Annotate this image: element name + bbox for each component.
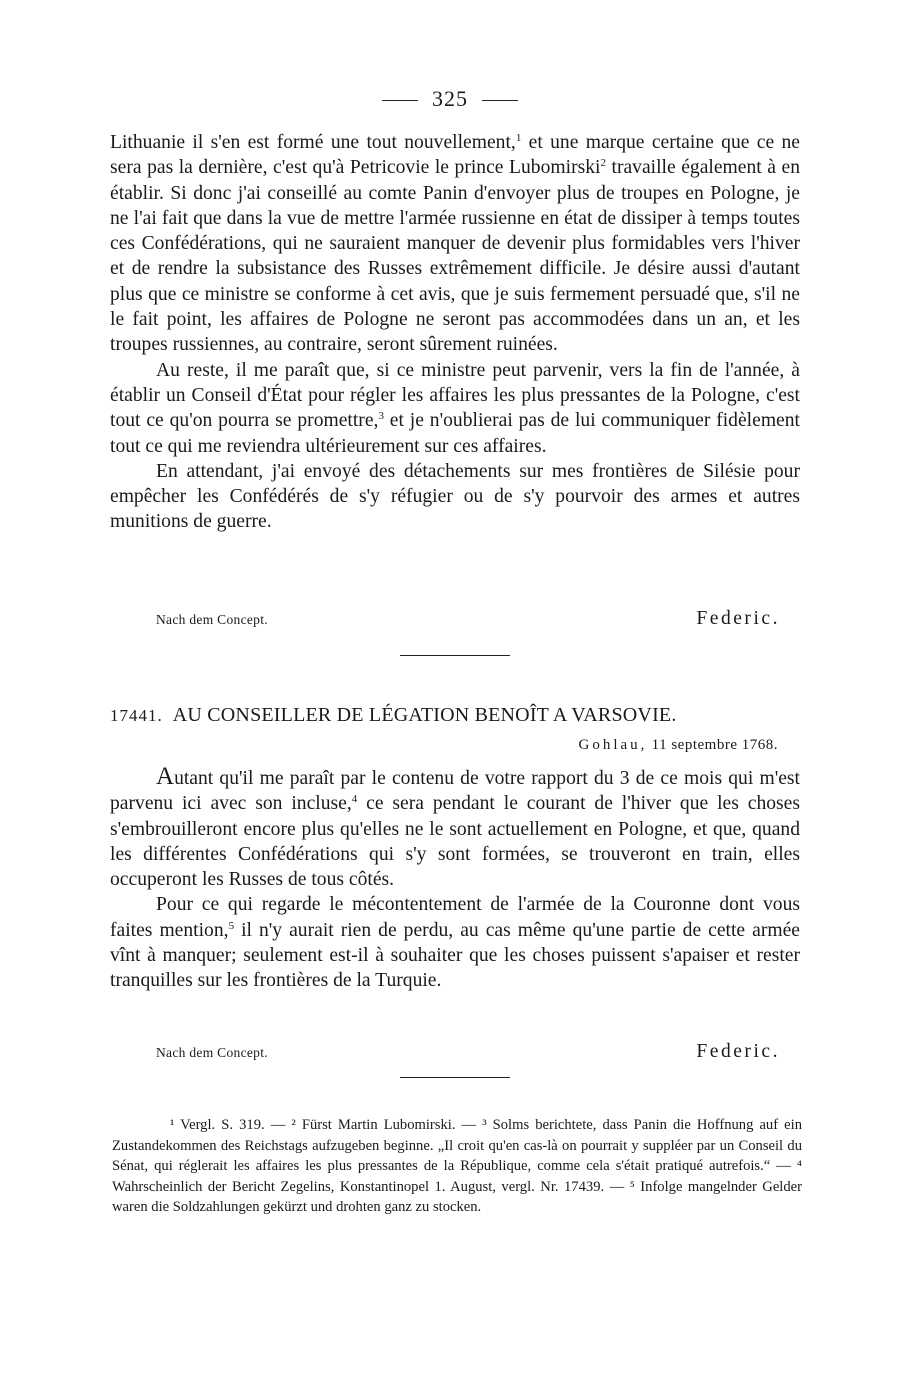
- source-note: Nach dem Concept.: [156, 1045, 268, 1060]
- footnote-ref: 3: [378, 410, 384, 423]
- letter-1-closing: [110, 608, 780, 634]
- text-run: et une marque certaine que ce ne sera pas la dernière, c'est qu'à Petricovie le prince Lubomirski: [110, 132, 800, 179]
- source-note: Nach dem Concept.: [156, 612, 268, 627]
- page-header: [0, 86, 900, 112]
- section-divider: [400, 1077, 510, 1078]
- footnote-ref: 1: [515, 132, 522, 144]
- text-run: ce sera pendant le courant de l'hiver que les choses s'embrouilleront encore plus qu'elles ne le sont actuellement en Pologne, et que, quand les différentes Confédérations qui s'y sont formées, se trouveront en train, elles occuperont les Russes de tous côtés.: [110, 793, 800, 891]
- header-dash-right: [482, 100, 518, 101]
- header-dash-left: [382, 100, 418, 101]
- letter-1-paragraph-2: [110, 358, 800, 459]
- letter-2-closing: [110, 1041, 780, 1067]
- initial-letter: A: [156, 763, 175, 790]
- text-run: travaille également à en établir. Si donc j'ai conseillé au comte Panin d'envoyer plus de troupes en Pologne, je ne l'ai fait que dans la vue de mettre l'armée russienne en état de dissiper à temps toutes ces Confédérations, qui ne sauraient manquer de devenir plus formidables vers l'hiver et de rendre la subsistance des Russes extrêmement difficile. Je désire aussi d'autant plus que ce ministre se conforme à cet avis, que je suis fermement persuadé que, s'il ne le fait point, les affaires de Pologne ne seront pas accommodées dans un an, et les troupes russiennes, au contraire, seront sûrement ruinées.: [110, 157, 800, 356]
- signature: Federic.: [696, 608, 780, 629]
- letter-1-paragraph-1: [110, 130, 800, 358]
- letter-2-paragraph-2: [110, 892, 800, 993]
- footnote-ref: 5: [228, 919, 235, 932]
- text-run: et je n'oublierai pas de lui communiquer fidèlement tout ce qui me reviendra ultérieurement sur ces affaires.: [110, 410, 800, 457]
- footnotes: [112, 1115, 802, 1218]
- text-run: utant qu'il me paraît par le contenu de votre rapport du 3 de ce mois qui m'est parvenu ici avec son incluse,: [110, 768, 800, 815]
- letter-2-body: [110, 764, 800, 994]
- dateline-date: 11 septembre 1768.: [651, 737, 778, 753]
- document-title: AU CONSEILLER DE LÉGATION BENOÎT A VARSOVIE.: [172, 704, 677, 726]
- footnote-ref: 2: [600, 157, 606, 170]
- letter-2-paragraph-1: [110, 764, 800, 892]
- text-run: Lithuanie il s'en est formé une tout nouvellement,: [110, 132, 516, 153]
- dateline: [578, 737, 778, 754]
- section-divider: [400, 655, 510, 656]
- text-run: il n'y aurait rien de perdu, au cas même qu'une partie de cette armée vînt à manquer; seulement est-il à souhaiter que les choses puissent s'apaiser et rester tranquilles sur les frontières de la Turquie.: [110, 919, 800, 992]
- footnote-text: ¹ Vergl. S. 319. — ² Fürst Martin Lubomirski. — ³ Solms berichtete, dass Panin die Hoffnung auf ein Zustandekommen des Reichstags aufzugeben beginne. „Il croit qu'en cas-là on pourrait y suppléer par un Conseil du Sénat, qui réglerait les affaires les plus pressantes de la République, comme cela s'était pratiqué autrefois.“ — ⁴ Wahrscheinlich der Bericht Zegelins, Konstantinopel 1. August, vergl. Nr. 17439. — ⁵ Infolge mangelnder Gelder waren die Soldzahlungen gekürzt und drohten ganz zu stocken.: [112, 1117, 802, 1216]
- text-run: Au reste, il me paraît que, si ce ministre peut parvenir, vers la fin de l'année, à établir un Conseil d'État pour régler les affaires les plus pressantes de la Pologne, c'est tout ce qu'on pourra se promettre,: [110, 359, 800, 432]
- signature: Federic.: [696, 1041, 780, 1062]
- letter-2-heading: [110, 704, 800, 727]
- text-run: Pour ce qui regarde le mécontentement de l'armée de la Couronne dont vous faites mention,: [110, 894, 800, 941]
- page-number: 325: [432, 86, 468, 111]
- letter-1-body: [110, 130, 800, 535]
- footnote-ref: 4: [351, 793, 358, 806]
- letter-1-paragraph-3: En attendant, j'ai envoyé des détachements sur mes frontières de Silésie pour empêcher les Confédérés de s'y réfugier ou de s'y pourvoir des armes et autres munitions de guerre.: [110, 460, 800, 533]
- document-number: 17441.: [110, 706, 163, 725]
- dateline-place: Gohlau,: [578, 737, 648, 753]
